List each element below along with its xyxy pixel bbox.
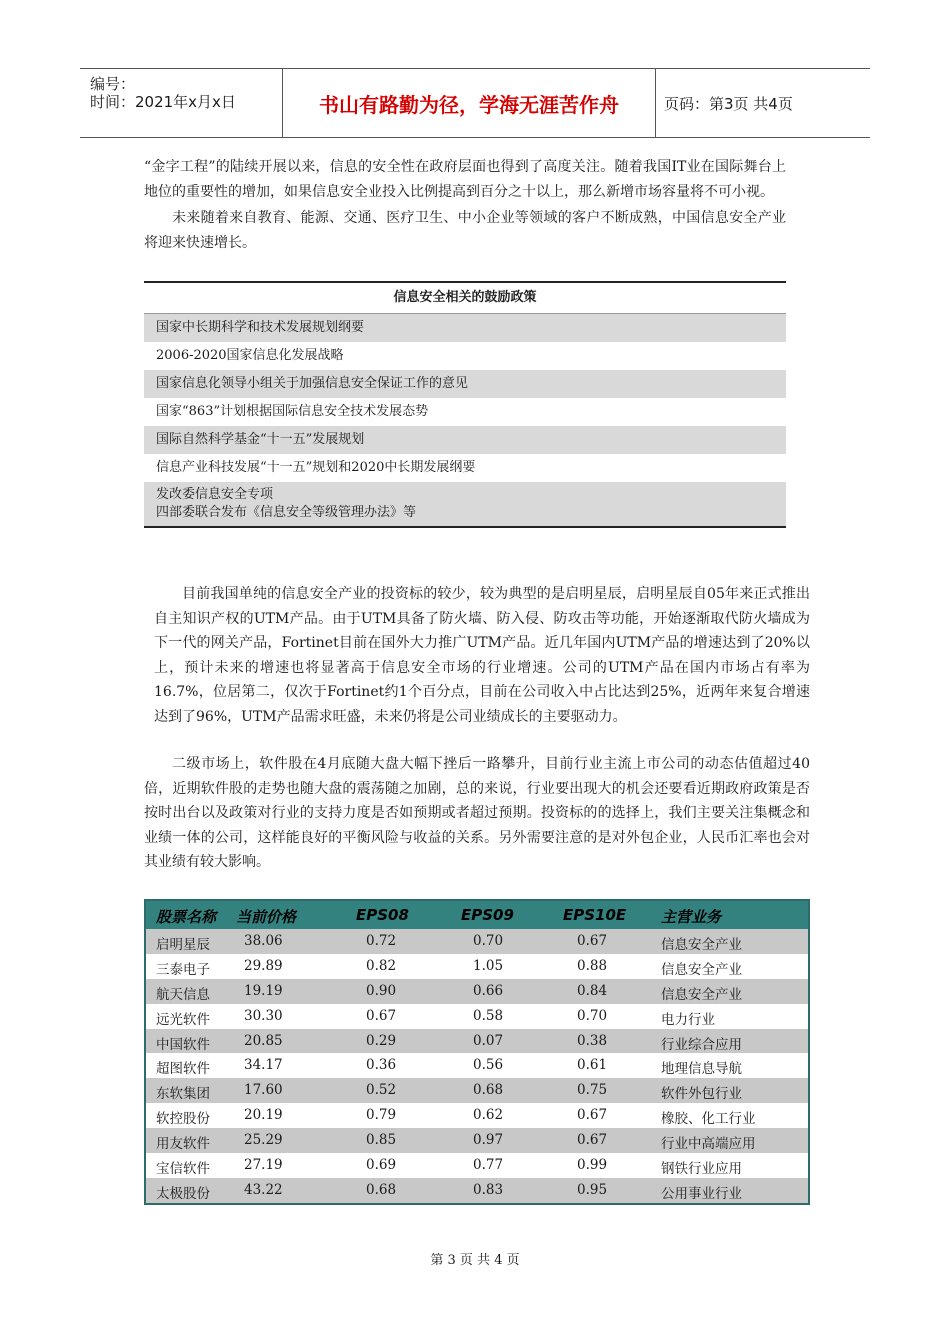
table-cell: 25.29 bbox=[244, 1132, 283, 1149]
header-motto: 书山有路勤为径，学海无涯苦作舟 bbox=[283, 69, 656, 137]
table-cell: 0.99 bbox=[577, 1157, 608, 1174]
table-cell: 超图软件 bbox=[156, 1061, 210, 1078]
table-cell: 0.88 bbox=[577, 957, 608, 974]
table-row bbox=[146, 1178, 808, 1203]
table-cell: 0.07 bbox=[473, 1032, 504, 1049]
table-cell: 0.38 bbox=[577, 1032, 608, 1049]
stock-table bbox=[144, 899, 810, 1205]
page-header bbox=[80, 68, 870, 138]
table-cell: 43.22 bbox=[244, 1181, 283, 1198]
table-cell: 19.19 bbox=[244, 982, 283, 999]
policy-row: 2006-2020国家信息化发展战略 bbox=[156, 348, 344, 363]
table-row bbox=[146, 1128, 808, 1153]
table-row bbox=[146, 1103, 808, 1128]
stock-table-body bbox=[146, 929, 808, 1203]
column-header: EPS10E bbox=[563, 906, 627, 924]
policy-row: 国家“863”计划根据国际信息安全技术发展态势 bbox=[156, 404, 429, 419]
date-label: 时间：2021年x月x日 bbox=[90, 93, 236, 111]
table-cell: 0.62 bbox=[473, 1107, 504, 1124]
policy-row bbox=[144, 482, 786, 526]
table-cell: 0.66 bbox=[473, 982, 504, 999]
table-cell: 软件外包行业 bbox=[661, 1086, 742, 1103]
table-cell: 17.60 bbox=[244, 1082, 283, 1099]
table-row bbox=[146, 1029, 808, 1054]
table-cell: 0.52 bbox=[366, 1082, 397, 1099]
table-cell: 太极股份 bbox=[156, 1185, 210, 1202]
table-cell: 0.67 bbox=[577, 1107, 608, 1124]
policy-row: 国家信息化领导小组关于加强信息安全保证工作的意见 bbox=[144, 370, 786, 398]
table-cell: 0.67 bbox=[366, 1007, 397, 1024]
table-cell: 0.79 bbox=[366, 1107, 397, 1124]
table-cell: 软控股份 bbox=[156, 1111, 210, 1128]
table-row bbox=[146, 1153, 808, 1178]
stock-table-header bbox=[146, 901, 808, 929]
table-row bbox=[146, 929, 808, 954]
number-label: 编号： bbox=[90, 75, 136, 93]
body-paragraph-2: 二级市场上，软件股在4月底随大盘大幅下挫后一路攀升，目前行业主流上市公司的动态估值超过40倍，近期软件股的走势也随大盘的震荡随之加剧，总的来说，行业要出现大的机会还要看近期政府政策是否按时出台以及政策对行业的支持力度是否如预期或者超过预期。投资标的的选择上，我们主要关注集概念和业绩一体的公司，这样能良好的平衡风险与收益的关系。另外需要注意的是对外包企业，人民币汇率也会对其业绩有较大影响。 bbox=[144, 756, 810, 870]
policy-row-line: 四部委联合发布《信息安全等级管理办法》等 bbox=[156, 505, 417, 520]
table-cell: 29.89 bbox=[244, 957, 283, 974]
column-header: EPS08 bbox=[356, 906, 409, 924]
table-cell: 用友软件 bbox=[156, 1136, 210, 1153]
table-cell: 远光软件 bbox=[156, 1011, 210, 1028]
table-cell: 0.58 bbox=[473, 1007, 504, 1024]
table-cell: 公用事业行业 bbox=[661, 1185, 742, 1202]
column-header: 股票名称 bbox=[156, 908, 217, 926]
table-cell: 信息安全产业 bbox=[661, 961, 742, 978]
table-cell: 0.84 bbox=[577, 982, 608, 999]
table-cell: 0.70 bbox=[577, 1007, 608, 1024]
table-row bbox=[146, 1053, 808, 1078]
table-cell: 宝信软件 bbox=[156, 1161, 210, 1178]
table-row bbox=[146, 954, 808, 979]
table-cell: 0.72 bbox=[366, 933, 397, 949]
table-cell: 0.75 bbox=[577, 1082, 608, 1099]
table-cell: 0.68 bbox=[366, 1181, 397, 1198]
table-cell: 三泰电子 bbox=[156, 961, 210, 978]
table-cell: 0.85 bbox=[366, 1132, 397, 1149]
table-row bbox=[146, 979, 808, 1004]
table-cell: 0.83 bbox=[473, 1181, 504, 1198]
table-cell: 0.61 bbox=[577, 1057, 608, 1074]
table-cell: 0.69 bbox=[366, 1157, 397, 1174]
table-cell: 34.17 bbox=[244, 1057, 283, 1074]
page-indicator: 页码：第3页 共4页 bbox=[664, 95, 793, 113]
policy-row: 国际自然科学基金“十一五”发展规划 bbox=[144, 426, 786, 454]
table-cell: 0.67 bbox=[577, 1132, 608, 1149]
table-cell: 38.06 bbox=[244, 933, 283, 949]
table-cell: 行业综合应用 bbox=[661, 1036, 742, 1053]
policy-table bbox=[144, 281, 786, 528]
column-header: EPS09 bbox=[461, 906, 514, 924]
table-cell: 0.56 bbox=[473, 1057, 504, 1074]
table-cell: 钢铁行业应用 bbox=[661, 1161, 742, 1178]
table-cell: 0.77 bbox=[473, 1157, 504, 1174]
policy-row-line: 发改委信息安全专项 bbox=[156, 487, 274, 502]
table-cell: 地理信息导航 bbox=[661, 1061, 742, 1078]
table-cell: 0.67 bbox=[577, 933, 608, 949]
column-header: 主营业务 bbox=[661, 908, 722, 926]
table-cell: 20.85 bbox=[244, 1032, 283, 1049]
table-cell: 30.30 bbox=[244, 1007, 283, 1024]
table-row bbox=[146, 1078, 808, 1103]
table-cell: 橡胶、化工行业 bbox=[661, 1111, 756, 1128]
intro-paragraph-2: 未来随着来自教育、能源、交通、医疗卫生、中小企业等领域的客户不断成熟，中国信息安全产业将迎来快速增长。 bbox=[144, 210, 786, 251]
header-meta bbox=[80, 69, 283, 137]
intro-paragraph-1: “金字工程”的陆续开展以来，信息的安全性在政府层面也得到了高度关注。随着我国IT业在国际舞台上地位的重要性的增加，如果信息安全业投入比例提高到百分之十以上，那么新增市场容量将不可小视。 bbox=[144, 159, 786, 200]
table-cell: 中国软件 bbox=[156, 1036, 210, 1053]
table-cell: 20.19 bbox=[244, 1107, 283, 1124]
table-cell: 0.95 bbox=[577, 1181, 608, 1198]
table-cell: 东软集团 bbox=[156, 1086, 210, 1103]
page-footer: 第 3 页 共 4 页 bbox=[430, 1253, 520, 1268]
table-cell: 0.68 bbox=[473, 1082, 504, 1099]
table-cell: 0.97 bbox=[473, 1132, 504, 1149]
body-paragraph-1: 目前我国单纯的信息安全产业的投资标的较少，较为典型的是启明星辰，启明星辰自05年来正式推出自主知识产权的UTM产品。由于UTM具备了防火墙、防入侵、防攻击等功能，开始逐渐取代防火墙成为下一代的网关产品，Fortinet目前在国外大力推广UTM产品。近几年国内UTM产品的增速达到了20%以上，预计未来的增速也将显著高于信息安全市场的行业增速。公司的UTM产品在国内市场占有率为16.7%，位居第二，仅次于Fortinet约1个百分点，目前在公司收入中占比达到25%，近两年来复合增速达到了96%，UTM产品需求旺盛，未来仍将是公司业绩成长的主要驱动力。 bbox=[154, 586, 810, 725]
table-cell: 电力行业 bbox=[661, 1011, 715, 1028]
policy-table-title: 信息安全相关的鼓励政策 bbox=[144, 283, 786, 314]
table-cell: 0.90 bbox=[366, 982, 397, 999]
table-cell: 0.82 bbox=[366, 957, 397, 974]
table-cell: 信息安全产业 bbox=[661, 937, 742, 953]
table-cell: 航天信息 bbox=[156, 986, 210, 1003]
table-cell: 1.05 bbox=[473, 957, 504, 974]
table-cell: 0.36 bbox=[366, 1057, 397, 1074]
table-row bbox=[146, 1004, 808, 1029]
table-cell: 27.19 bbox=[244, 1157, 283, 1174]
table-cell: 0.70 bbox=[473, 933, 504, 949]
column-header: 当前价格 bbox=[236, 908, 297, 926]
policy-row: 信息产业科技发展“十一五”规划和2020中长期发展纲要 bbox=[156, 460, 476, 475]
table-cell: 行业中高端应用 bbox=[661, 1136, 756, 1153]
policy-row: 国家中长期科学和技术发展规划纲要 bbox=[144, 314, 786, 342]
table-cell: 0.29 bbox=[366, 1032, 397, 1049]
table-cell: 启明星辰 bbox=[156, 937, 210, 953]
table-cell: 信息安全产业 bbox=[661, 986, 742, 1003]
